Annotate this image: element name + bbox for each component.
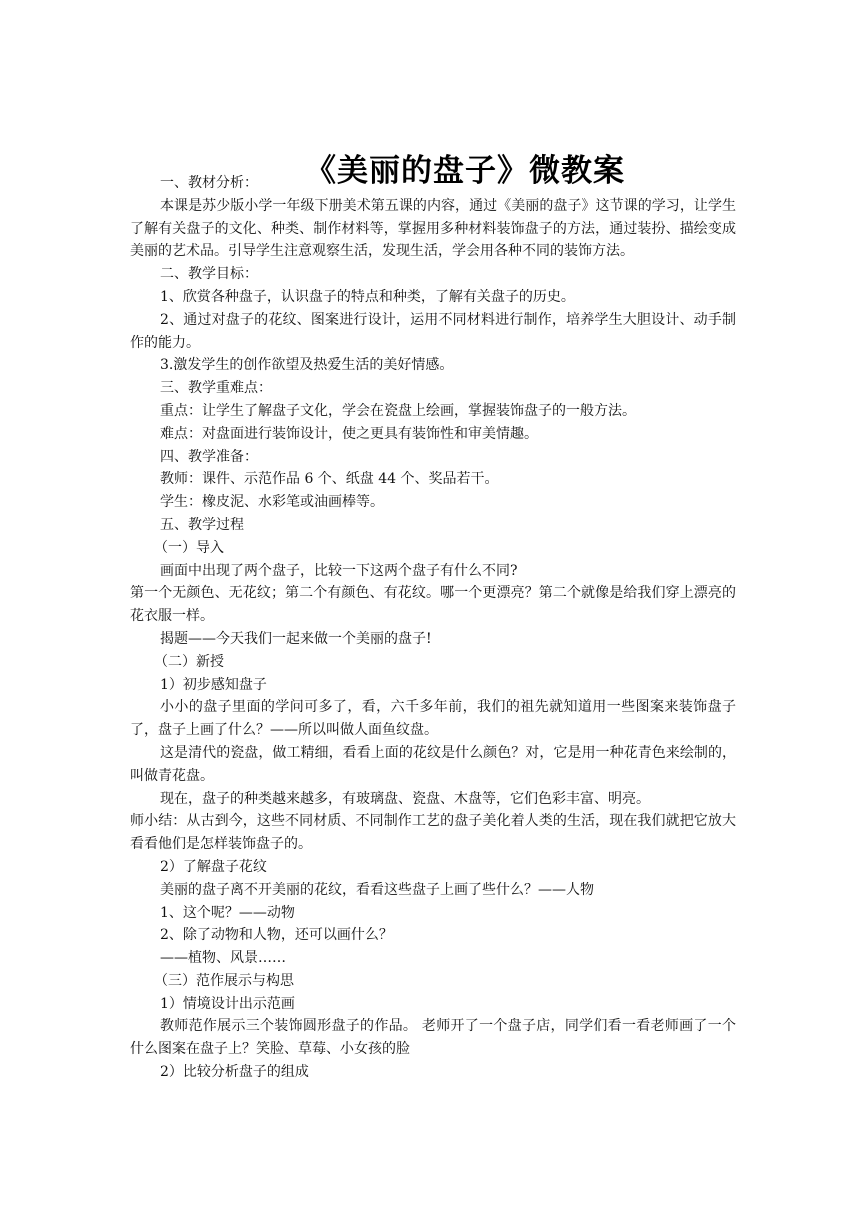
paragraph: 本课是苏少版小学一年级下册美术第五课的内容，通过《美丽的盘子》这节课的学习，让学生了解有关盘子的文化、种类、制作材料等，掌握用多种材料装饰盘子的方法，通过装扮、描绘变成美丽的艺术品。引导学生注意观察生活，发现生活，学会用各种不同的装饰方法。 xyxy=(130,197,736,260)
paragraph: ——植物、风景…… xyxy=(160,950,286,967)
paragraph: 师小结：从古到今，这些不同材质、不同制作工艺的盘子美化着人类的生活，现在我们就把它放大看看他们是怎样装饰盘子的。 xyxy=(130,813,736,853)
paragraph: 画面中出现了两个盘子，比较一下这两个盘子有什么不同? xyxy=(160,562,518,579)
paragraph: 小小的盘子里面的学问可多了，看，六千多年前，我们的祖先就知道用一些图案来装饰盘子了，盘子上画了什么？——所以叫做人面鱼纹盘。 xyxy=(130,699,736,739)
paragraph: 揭题——今天我们一起来做一个美丽的盘子! xyxy=(160,630,432,647)
paragraph: 难点：对盘面进行装饰设计，使之更具有装饰性和审美情趣。 xyxy=(160,425,538,442)
paragraph: 2、通过对盘子的花纹、图案进行设计，运用不同材料进行制作，培养学生大胆设计、动手制作的能力。 xyxy=(130,311,736,351)
paragraph: 1、这个呢？——动物 xyxy=(160,904,295,921)
paragraph: 1）初步感知盘子 xyxy=(160,676,267,693)
paragraph: 2、除了动物和人物，还可以画什么？ xyxy=(160,927,393,944)
paragraph: 现在，盘子的种类越来越多，有玻璃盘、瓷盘、木盘等，它们色彩丰富、明亮。 xyxy=(160,790,650,807)
paragraph: 2）了解盘子花纹 xyxy=(160,858,267,875)
paragraph: （一）导入 xyxy=(154,539,224,556)
document-body xyxy=(130,172,736,1084)
paragraph: 一、教材分析： xyxy=(160,175,258,191)
paragraph: 三、教学重难点： xyxy=(160,380,272,397)
paragraph: 四、教学准备： xyxy=(160,448,258,465)
paragraph: 1）情境设计出示范画 xyxy=(160,995,295,1012)
paragraph: （三）范作展示与构思 xyxy=(154,972,294,989)
document-title: 《美丽的盘子》微教案 xyxy=(305,152,625,189)
paragraph: 第一个无颜色、无花纹；第二个有颜色、有花纹。哪一个更漂亮？第二个就像是给我们穿上漂亮的花衣服一样。 xyxy=(130,585,736,625)
paragraph: 教师范作展示三个装饰圆形盘子的作品。 老师开了一个盘子店，同学们看一看老师画了一个什么图案在盘子上？笑脸、草莓、小女孩的脸 xyxy=(130,1018,736,1058)
paragraph: 2）比较分析盘子的组成 xyxy=(160,1064,309,1081)
paragraph: 美丽的盘子离不开美丽的花纹，看看这些盘子上画了些什么？——人物 xyxy=(160,881,594,898)
paragraph: 这是清代的瓷盘，做工精细，看看上面的花纹是什么颜色？对，它是用一种花青色来绘制的，叫做青花盘。 xyxy=(130,744,736,784)
paragraph: 重点：让学生了解盘子文化，学会在瓷盘上绘画，掌握装饰盘子的一般方法。 xyxy=(160,402,636,419)
paragraph: （二）新授 xyxy=(154,653,224,670)
paragraph: 学生：橡皮泥、水彩笔或油画棒等。 xyxy=(160,494,384,511)
paragraph: 教师：课件、示范作品 6 个、纸盘 44 个、奖品若干。 xyxy=(160,471,499,488)
paragraph: 3.激发学生的创作欲望及热爱生活的美好情感。 xyxy=(160,357,454,374)
paragraph: 1、欣赏各种盘子，认识盘子的特点和种类，了解有关盘子的历史。 xyxy=(160,288,575,305)
paragraph: 二、教学目标： xyxy=(160,266,258,283)
paragraph: 五、教学过程 xyxy=(160,516,244,533)
